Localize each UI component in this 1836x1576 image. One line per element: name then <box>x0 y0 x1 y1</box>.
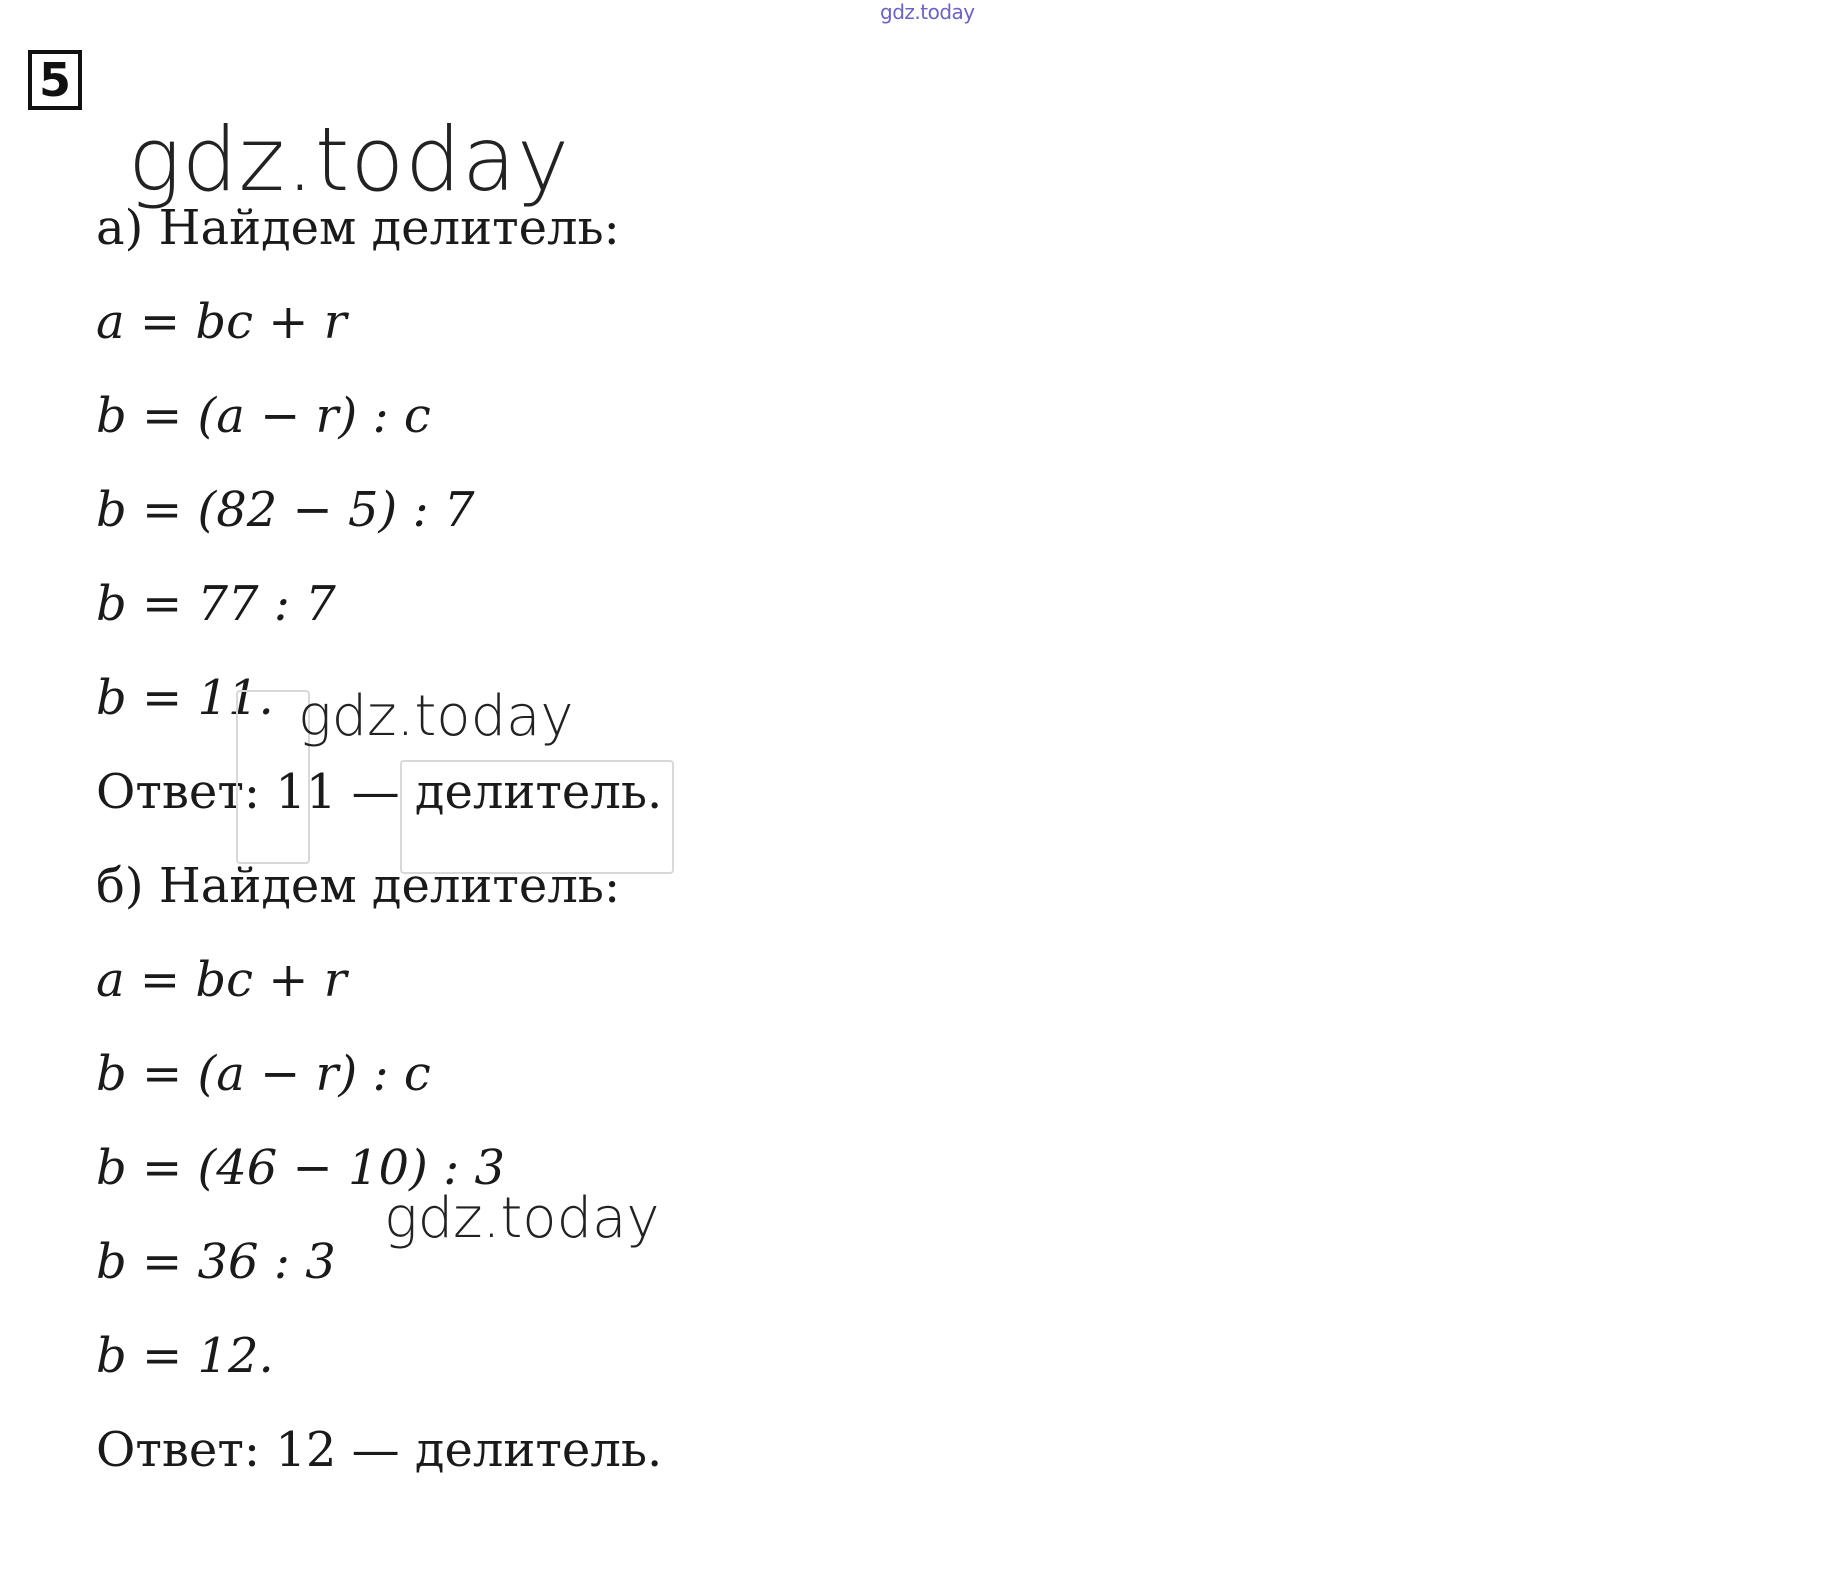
part-b-formula-3: b = (46 − 10) : 3 <box>96 1140 506 1196</box>
part-a-answer: Ответ: 11 — делитель. <box>96 764 663 820</box>
top-watermark: gdz.today <box>880 0 975 24</box>
part-b-formula-1: a = bc + r <box>96 952 347 1008</box>
part-b-formula-5: b = 12. <box>96 1328 274 1384</box>
part-a-formula-5: b = 11. <box>96 670 274 726</box>
part-b-formula-4: b = 36 : 3 <box>96 1234 336 1290</box>
part-a-heading: а) Найдем делитель: <box>96 200 620 256</box>
task-number-box: 5 <box>28 50 82 110</box>
part-b-formula-2: b = (a − r) : c <box>96 1046 431 1102</box>
watermark-middle: gdz.today <box>298 684 574 749</box>
part-a-formula-4: b = 77 : 7 <box>96 576 336 632</box>
watermark-large: gdz.today <box>128 108 571 211</box>
part-a-formula-1: a = bc + r <box>96 294 347 350</box>
part-a-formula-3: b = (82 − 5) : 7 <box>96 482 475 538</box>
part-b-answer: Ответ: 12 — делитель. <box>96 1422 663 1478</box>
watermark-lower: gdz.today <box>384 1186 660 1251</box>
part-a-formula-2: b = (a − r) : c <box>96 388 431 444</box>
part-b-heading: б) Найдем делитель: <box>96 858 621 914</box>
